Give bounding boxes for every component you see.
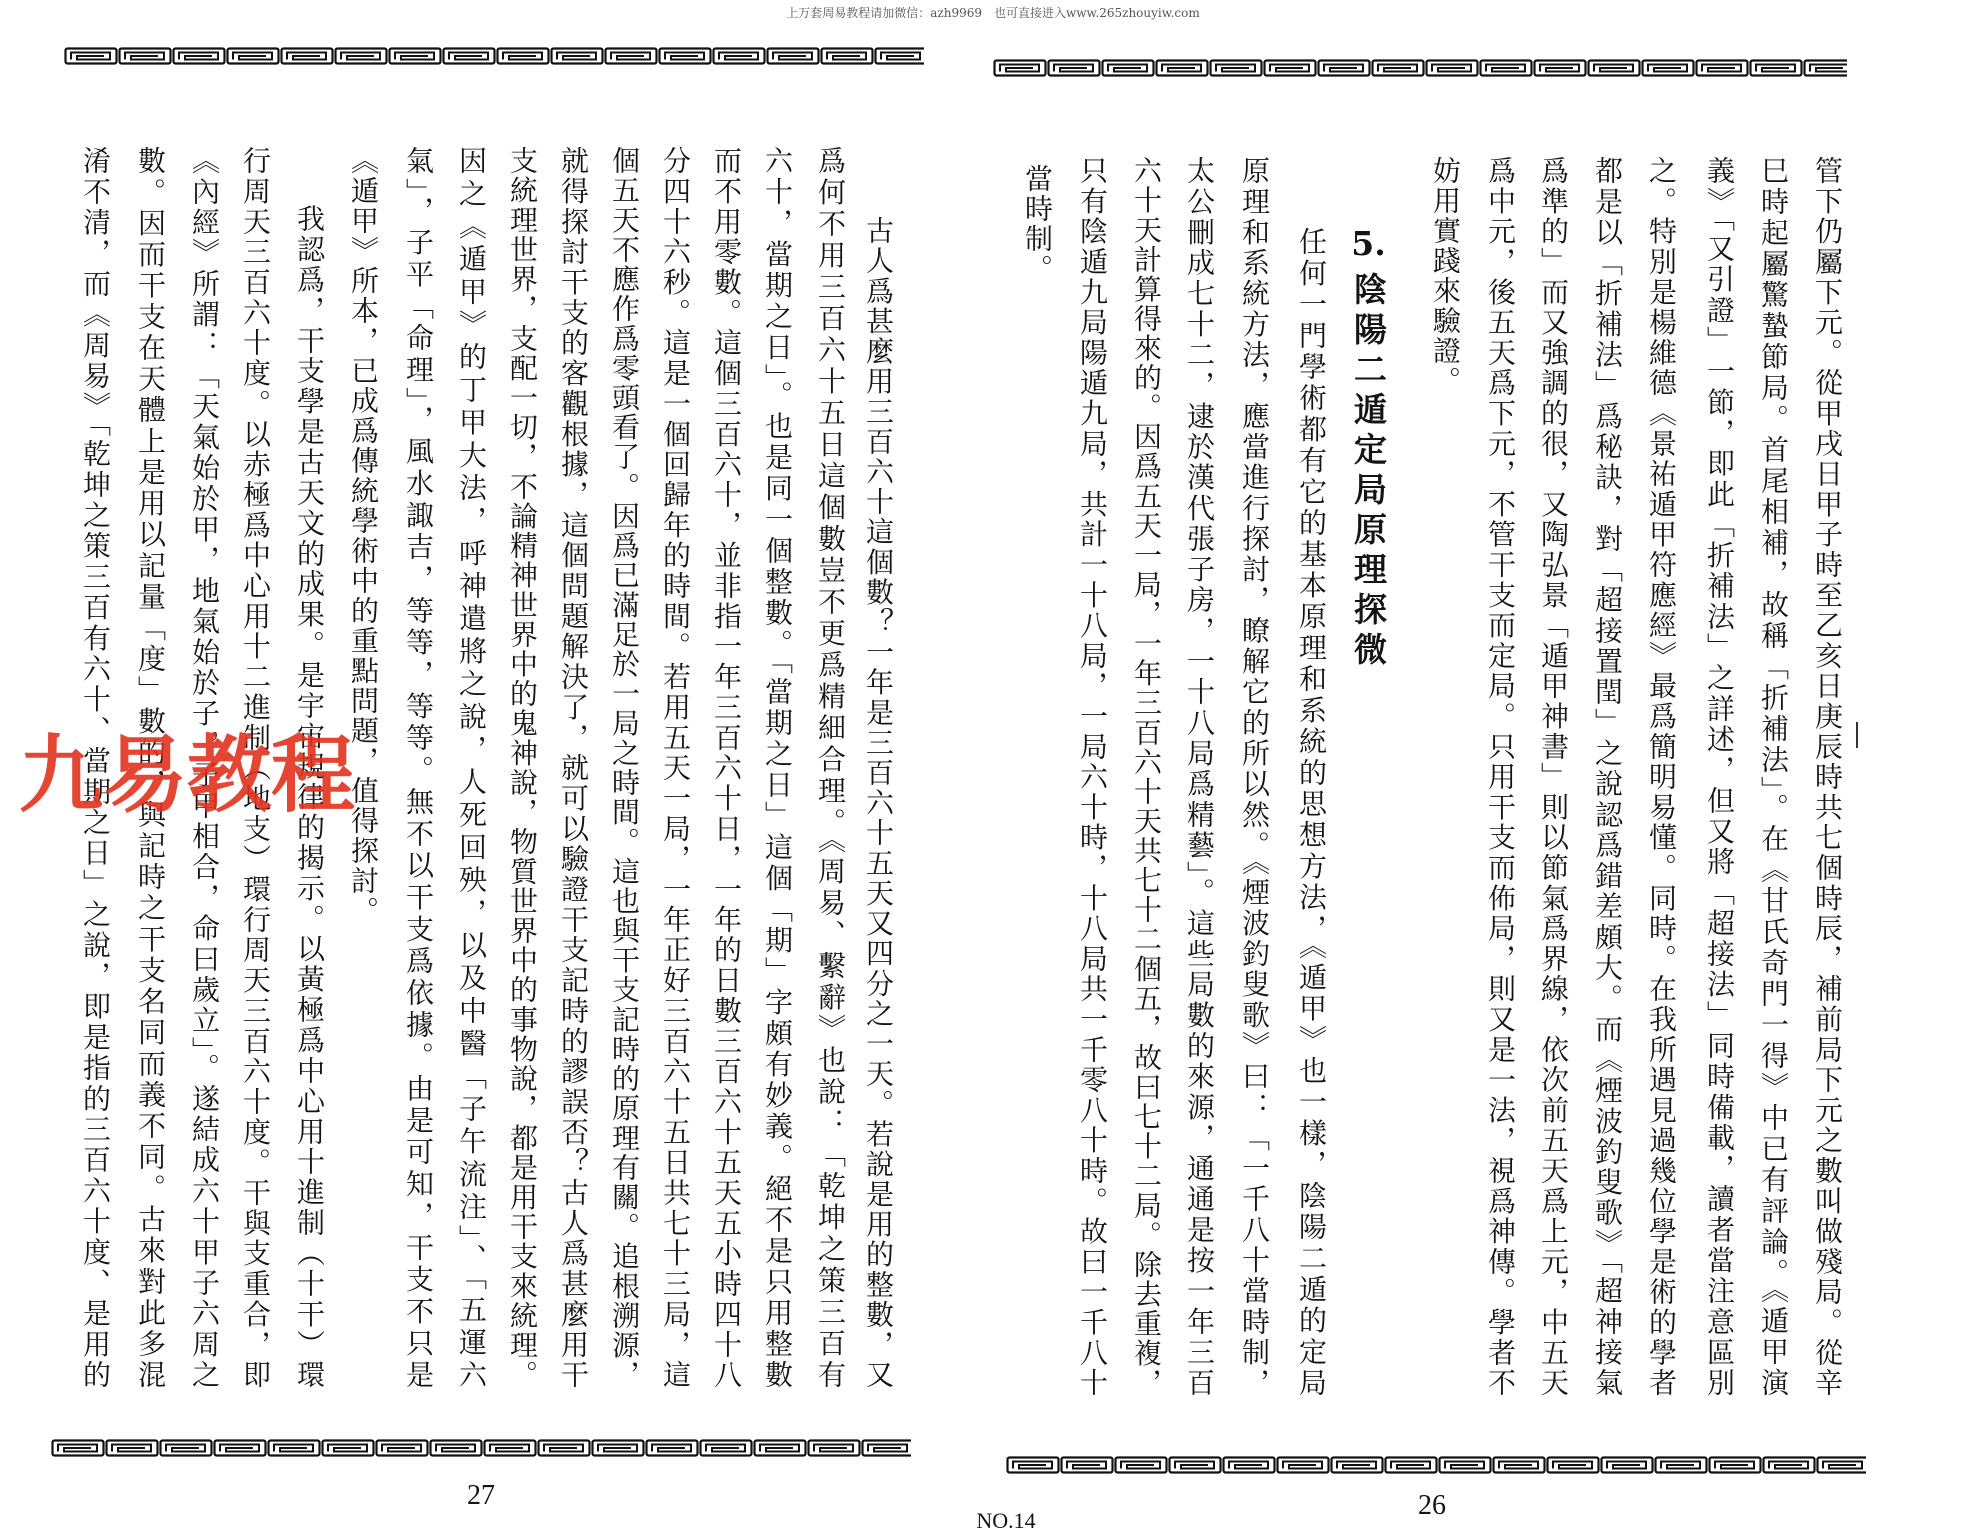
left-page-column: 支統理世界，支配一切，不論精神世界中的鬼神說，物質世界中的事物說，都是用干支來統理。 xyxy=(506,146,539,1388)
section-heading xyxy=(1342,227,1394,672)
right-page-column: 都是以「折補法」爲秘訣，對「超接置閏」之說認爲錯差頗大。而《煙波釣叟歌》「超神接氣 xyxy=(1591,156,1624,1396)
left-page-column: 爲何不用三百六十五日這個數豈不更爲精細合理。《周易、繫辭》也說：「乾坤之策三百有 xyxy=(814,146,847,1388)
scan-mark xyxy=(1856,722,1858,748)
section-heading-number: 5. xyxy=(1351,227,1386,260)
right-page-column: 爲準的」而又強調的很，又陶弘景「遁甲神書」則以節氣爲界線，依次前五天爲上元，中五天 xyxy=(1537,156,1570,1396)
page-number: 27 xyxy=(467,1480,495,1511)
left-page-column: 我認爲，干支學是古天文的成果。是宇宙規律的揭示。以黃極爲中心用十進制（十干）環 xyxy=(293,204,326,1388)
left-page-column: 分四十六秒。這是一個回歸年的時間。若用五天一局，一年正好三百六十五日共七十三局，這 xyxy=(659,146,692,1388)
watermark-text: 九易教程 xyxy=(19,726,356,824)
page-number: 26 xyxy=(1418,1490,1446,1521)
left-page-column: 六十，當期之日」。也是同一個整數。「當期之日」這個「期」字頗有妙義。絕不是只用整數 xyxy=(761,146,794,1388)
right-page-column: 爲中元，後五天爲下元，不管干支而定局。只用干支而佈局，則又是一法，視爲神傳。學者不 xyxy=(1484,156,1517,1396)
right-page-column: 只有陰遁九局陽遁九局，共計一十八局，一局六十時，十八局共一千零八十時。故曰一千八十 xyxy=(1076,156,1109,1396)
left-page-column: 就得探討干支的客觀根據，這個問題解決了，就可以驗證干支記時的謬誤否？古人爲甚麼用干 xyxy=(557,146,590,1388)
right-page-column: 原理和系統方法，應當進行探討，瞭解它的所以然。《煙波釣叟歌》曰：「一千八十當時制， xyxy=(1238,156,1271,1396)
left-page-column: 古人爲甚麼用三百六十這個數？一年是三百六十五天又四分之一天。若說是用的整數，又 xyxy=(862,216,895,1388)
right-page-column: 之。特別是楊維德《景祐遁甲符應經》最爲簡明易懂。同時。在我所遇見過幾位學是術的學者 xyxy=(1645,156,1678,1396)
left-page-column: 淆不清，而《周易》「乾坤之策三百有六十、當期之日」之說，即是指的三百六十度、是用的 xyxy=(79,146,112,1388)
section-heading-title: 陰陽二遁定局原理探微 xyxy=(1349,272,1388,672)
footer-label: NO.14 xyxy=(976,1508,1036,1533)
left-page-column: 《遁甲》所本，已成爲傳統學術中的重點問題，值得探討。 xyxy=(347,146,380,926)
right-page-column: 妨用實踐來驗證。 xyxy=(1429,156,1462,396)
right-page-column: 六十天計算得來的。因爲五天一局，一年三百六十天共七十二個五，故曰七十二局。除去重複， xyxy=(1130,156,1163,1396)
left-page-column: 而不用零數。這個三百六十，並非指一年三百六十日，一年的日數三百六十五天五小時四十八 xyxy=(710,146,743,1388)
right-page-column: 當時制。 xyxy=(1021,164,1054,284)
left-page-column: 個五天不應作爲零頭看了。因爲已滿足於一局之時間。這也與干支記時的原理有關。追根溯源， xyxy=(608,146,641,1388)
right-page-column: 義》「又引證」一節，即此「折補法」之詳述，但又將「超接法」同時備載，讀者當注意區別 xyxy=(1703,156,1736,1396)
left-page-column: 行周天三百六十度。以赤極爲中心用十二進制（地支）環行周天三百六十度。干與支重合，即 xyxy=(239,146,272,1388)
left-page-column: 《內經》所謂：「天氣始於甲，地氣始於子，子甲相合，命曰歲立」。遂結成六十甲子六周之 xyxy=(188,146,221,1388)
header-notice: 上万套周易教程请加微信：azh9969 也可直接进入www.265zhouyiw.com xyxy=(786,6,1200,20)
right-page xyxy=(993,0,1986,1539)
right-page-column: 任何一門學術都有它的基本原理和系統的思想方法，《遁甲》也一樣，陰陽二遁的定局 xyxy=(1295,227,1328,1396)
right-page-column: 管下仍屬下元。從甲戌日甲子時至乙亥日庚辰時共七個時辰，補前局下元之數叫做殘局。從辛 xyxy=(1811,156,1844,1396)
left-page-column: 因之《遁甲》的丁甲大法，呼神遣將之說，人死回殃，以及中醫「子午流注」、「五運六 xyxy=(455,146,488,1388)
right-page-column: 巳時起屬驚蟄節局。首尾相補，故稱「折補法」。在《甘氏奇門一得》中已有評論。《遁甲演 xyxy=(1757,156,1790,1396)
right-page-column: 太公刪成七十二，逮於漢代張子房，一十八局爲精藝」。這些局數的來源，通通是按一年三百 xyxy=(1183,156,1216,1396)
left-page-column: 氣」，子平「命理」，風水諏吉，等等，等等。無不以干支爲依據。由是可知，干支不只是 xyxy=(402,146,435,1388)
left-page-column: 數。因而干支在天體上是用以記量「度」數的，與記時之干支名同而義不同。古來對此多混 xyxy=(134,146,167,1388)
